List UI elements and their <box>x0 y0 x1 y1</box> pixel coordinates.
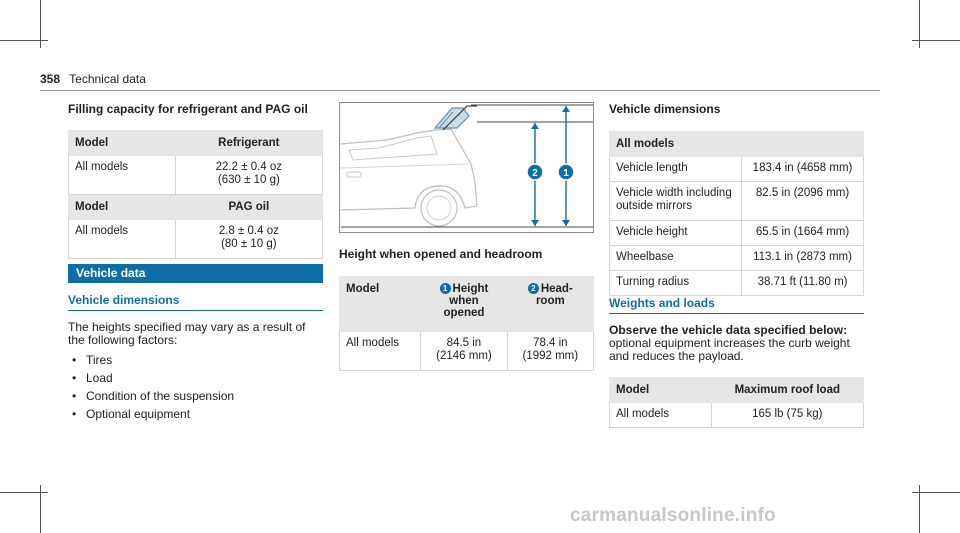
crop-mark <box>0 492 48 493</box>
list-item: • Load <box>68 369 323 387</box>
table-cell: 183.4 in (4658 mm) <box>742 157 864 182</box>
table-cell: 165 lb (75 kg) <box>711 403 863 428</box>
table-cell: 82.5 in (2096 mm) <box>742 182 864 221</box>
table-cell <box>175 220 322 259</box>
dimensions-title: Vehicle dimensions <box>609 102 721 116</box>
crop-mark <box>0 40 48 41</box>
vehicle-data-bar: Vehicle data <box>68 264 323 283</box>
dimensions-table <box>609 131 864 296</box>
height-title: Height when opened and headroom <box>339 247 543 261</box>
page-header <box>40 72 146 86</box>
dimensions-section <box>609 102 864 296</box>
table-cell: 38.71 ft (11.80 m) <box>742 271 864 296</box>
table-cell: Vehicle width including outside mirrors <box>610 182 742 221</box>
watermark: carmanualsonline.info <box>570 505 776 526</box>
table-row <box>69 220 323 259</box>
table-row <box>610 246 864 271</box>
height-in: 84.5 in <box>446 337 482 349</box>
table-cell: All models <box>69 220 176 259</box>
table-header: Model <box>610 378 712 403</box>
refrigerant-g: (630 ± 10 g) <box>217 174 280 186</box>
list-item: • Condition of the suspension <box>68 387 323 405</box>
filling-section <box>68 102 323 259</box>
table-cell: All models <box>69 156 176 195</box>
table-header: Model <box>69 131 176 156</box>
table-row <box>610 271 864 296</box>
height-header-label: Height when opened <box>443 283 489 319</box>
callout-1: 1 <box>563 168 569 179</box>
table-cell: Wheelbase <box>610 246 742 271</box>
vehicle-dimensions-subheading: Vehicle dimensions <box>68 293 323 311</box>
table-row <box>340 332 594 371</box>
table-row <box>610 403 864 428</box>
callout-2: 2 <box>532 168 538 179</box>
number-badge: 2 <box>528 283 539 294</box>
table-cell <box>421 332 507 371</box>
height-table <box>339 276 594 371</box>
table-header <box>507 277 593 332</box>
table-header: Refrigerant <box>175 131 322 156</box>
list-item: • Tires <box>68 351 323 369</box>
table-cell: 65.5 in (1664 mm) <box>742 221 864 246</box>
vehicle-height-figure <box>339 102 594 233</box>
table-cell: Turning radius <box>610 271 742 296</box>
table-header: Model <box>69 195 176 220</box>
table-row <box>610 157 864 182</box>
table-header: All models <box>610 132 864 157</box>
height-mm: (2146 mm) <box>436 350 492 362</box>
table-cell: Vehicle height <box>610 221 742 246</box>
table-header: PAG oil <box>175 195 322 220</box>
oil-g: (80 ± 10 g) <box>221 238 277 250</box>
headroom-mm: (1992 mm) <box>522 350 579 362</box>
section-title: Technical data <box>69 72 146 86</box>
number-badge: 1 <box>440 283 451 294</box>
table-header: Model <box>340 277 421 332</box>
table-cell: 113.1 in (2873 mm) <box>742 246 864 271</box>
oil-oz: 2.8 ± 0.4 oz <box>218 225 279 237</box>
table-cell: All models <box>340 332 421 371</box>
weights-section <box>609 296 864 428</box>
table-row <box>610 221 864 246</box>
weights-note-bold: Observe the vehicle data specified below: <box>609 323 848 337</box>
headroom-in: 78.4 in <box>533 337 568 349</box>
table-cell <box>175 156 322 195</box>
page-number: 358 <box>40 72 61 86</box>
factor-list <box>68 351 323 423</box>
table-header <box>421 277 507 332</box>
headroom-header-label: Head-room <box>535 283 573 307</box>
intro-paragraph: The heights specified may vary as a result of the following factors: <box>68 320 306 347</box>
list-item: • Optional equipment <box>68 405 323 423</box>
weights-title: Weights and loads <box>609 296 864 314</box>
table-header: Maximum roof load <box>711 378 863 403</box>
crop-mark <box>912 492 960 493</box>
refrigerant-table <box>68 130 323 259</box>
roof-load-table <box>609 377 864 428</box>
height-section <box>339 102 594 371</box>
refrigerant-oz: 22.2 ± 0.4 oz <box>215 161 283 173</box>
table-row <box>610 182 864 221</box>
vehicle-data-section <box>68 264 323 423</box>
table-cell: Vehicle length <box>610 157 742 182</box>
filling-title: Filling capacity for refrigerant and PAG oil <box>68 102 308 116</box>
crop-mark <box>912 40 960 41</box>
weights-note-text: optional equipment increases the curb weight and reduces the payload. <box>609 336 850 363</box>
table-cell: All models <box>610 403 712 428</box>
header-rule <box>40 90 880 91</box>
weights-note <box>609 324 864 363</box>
table-row <box>69 156 323 195</box>
table-cell <box>507 332 593 371</box>
